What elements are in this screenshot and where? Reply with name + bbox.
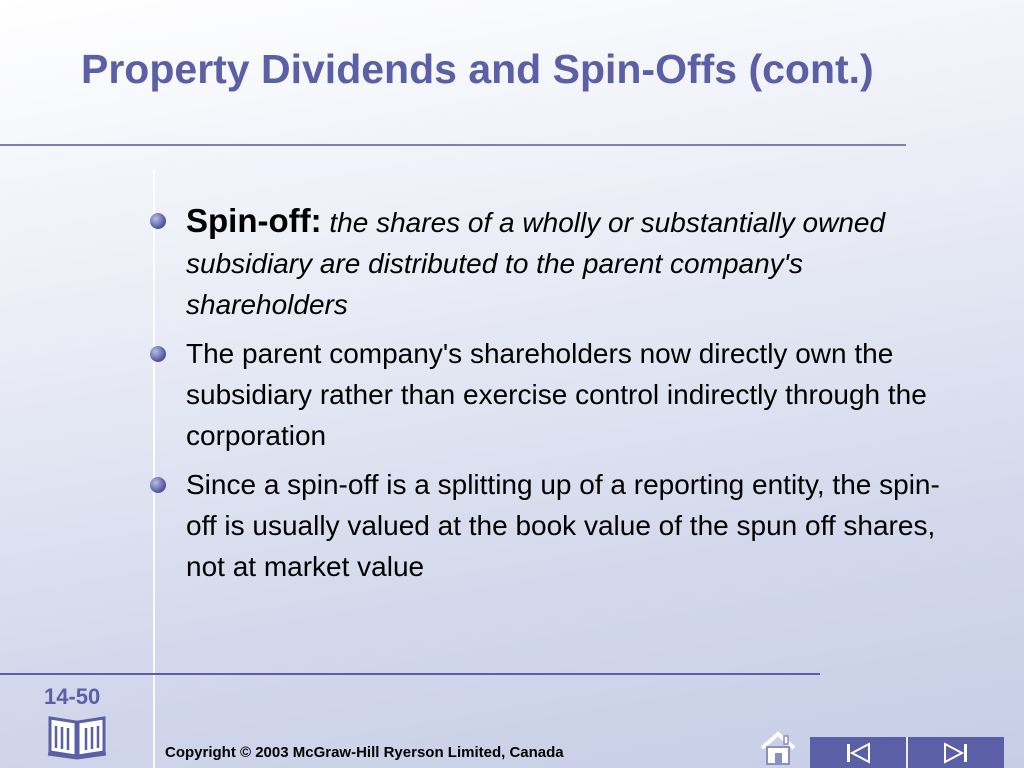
last-slide-icon bbox=[941, 741, 971, 765]
home-icon[interactable] bbox=[758, 728, 798, 768]
first-slide-icon bbox=[843, 741, 873, 765]
footer-divider bbox=[0, 673, 820, 675]
bullet-text: Since a spin-off is a splitting up of a reporting entity, the spin-off is usually valued at the book value of the spun off shares, not at market value bbox=[186, 469, 940, 582]
copyright-text: Copyright © 2003 McGraw-Hill Ryerson Limited, Canada bbox=[165, 744, 564, 761]
spin-off-definition: the shares of a wholly or substantially owned subsidiary are distributed to the parent company's shareholders bbox=[186, 207, 886, 320]
bullet-icon bbox=[150, 346, 166, 362]
slide-navigation bbox=[810, 737, 1004, 768]
title-divider bbox=[0, 144, 906, 146]
slide-number: 14-50 bbox=[44, 684, 101, 709]
bullet-item bbox=[150, 333, 950, 456]
bullet-text: The parent company's shareholders now directly own the subsidiary rather than exercise control indirectly through the corporation bbox=[186, 338, 927, 451]
bullet-icon bbox=[150, 213, 166, 229]
first-slide-button[interactable] bbox=[810, 737, 906, 768]
bullet-item bbox=[150, 464, 950, 587]
bullet-icon bbox=[150, 477, 166, 493]
bullet-item bbox=[150, 200, 950, 325]
book-icon bbox=[46, 712, 108, 760]
term-colon: : bbox=[310, 202, 322, 239]
slide-title: Property Dividends and Spin-Offs (cont.) bbox=[81, 46, 874, 92]
bullet-list bbox=[150, 200, 950, 595]
last-slide-button[interactable] bbox=[906, 737, 1004, 768]
spin-off-term: Spin-off bbox=[186, 202, 311, 239]
